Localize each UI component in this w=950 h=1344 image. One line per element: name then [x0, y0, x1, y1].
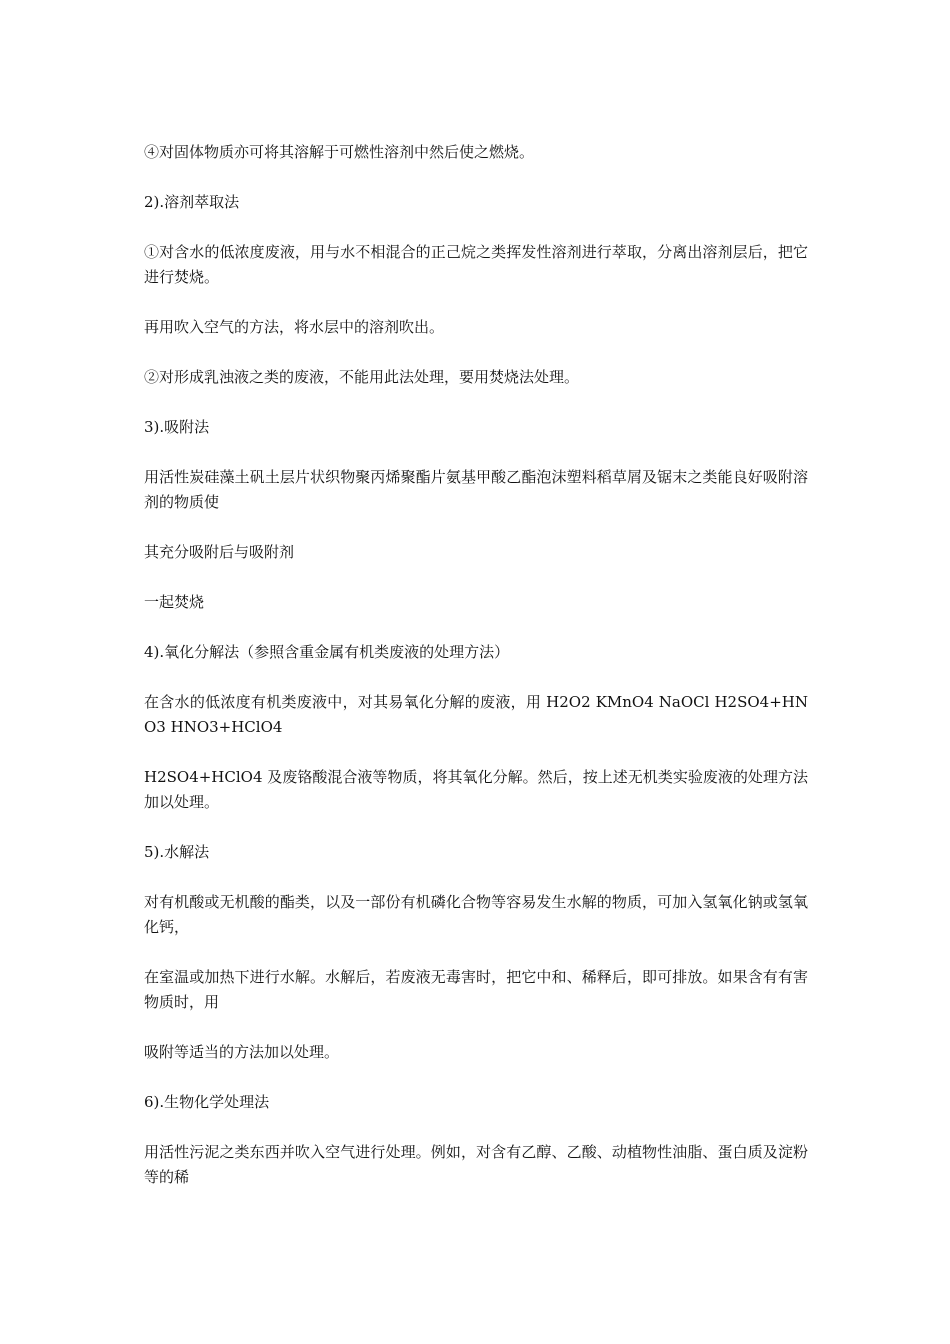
paragraph-hydrolysis-2: 在室温或加热下进行水解。水解后，若废液无毒害时，把它中和、稀释后，即可排放。如果含有有害物质时，用: [144, 968, 808, 1011]
paragraph-solid-combustion: ④对固体物质亦可将其溶解于可燃性溶剂中然后使之燃烧。: [144, 143, 535, 161]
heading-oxidation: 4).氧化分解法（参照含重金属有机类废液的处理方法）: [144, 643, 510, 661]
heading-solvent-extraction: 2).溶剂萃取法: [144, 193, 240, 211]
heading-hydrolysis: 5).水解法: [144, 843, 210, 861]
paragraph-burn-together: 一起焚烧: [144, 593, 205, 611]
paragraph-oxidation-2: H2SO4+HClO4 及废铬酸混合液等物质，将其氧化分解。然后，按上述无机类实验废液的处理方法加以处理。: [144, 768, 808, 811]
paragraph-extraction-1: ①对含水的低浓度废液，用与水不相混合的正己烷之类挥发性溶剂进行萃取，分离出溶剂层后，把它进行焚烧。: [144, 243, 808, 286]
paragraph-oxidation-1: 在含水的低浓度有机类废液中，对其易氧化分解的废液，用 H2O2 KMnO4 NaOCl H2SO4+HNO3 HNO3+HClO4: [144, 693, 808, 736]
paragraph-adsorb-after: 其充分吸附后与吸附剂: [144, 543, 295, 561]
heading-biochemical: 6).生物化学处理法: [144, 1093, 270, 1111]
paragraph-biochemical: 用活性污泥之类东西并吹入空气进行处理。例如，对含有乙醇、乙酸、动植物性油脂、蛋白质及淀粉等的稀: [144, 1143, 808, 1186]
paragraph-adsorbents: 用活性炭硅藻土矾土层片状织物聚丙烯聚酯片氨基甲酸乙酯泡沫塑料稻草屑及锯末之类能良好吸附溶剂的物质使: [144, 468, 808, 511]
paragraph-hydrolysis-1: 对有机酸或无机酸的酯类，以及一部份有机磷化合物等容易发生水解的物质，可加入氢氧化钠或氢氧化钙，: [144, 893, 808, 936]
heading-adsorption: 3).吸附法: [144, 418, 210, 436]
paragraph-blow-air: 再用吹入空气的方法，将水层中的溶剂吹出。: [144, 318, 445, 336]
paragraph-extraction-2: ②对形成乳浊液之类的废液，不能用此法处理，要用焚烧法处理。: [144, 368, 580, 386]
paragraph-hydrolysis-3: 吸附等适当的方法加以处理。: [144, 1043, 340, 1061]
